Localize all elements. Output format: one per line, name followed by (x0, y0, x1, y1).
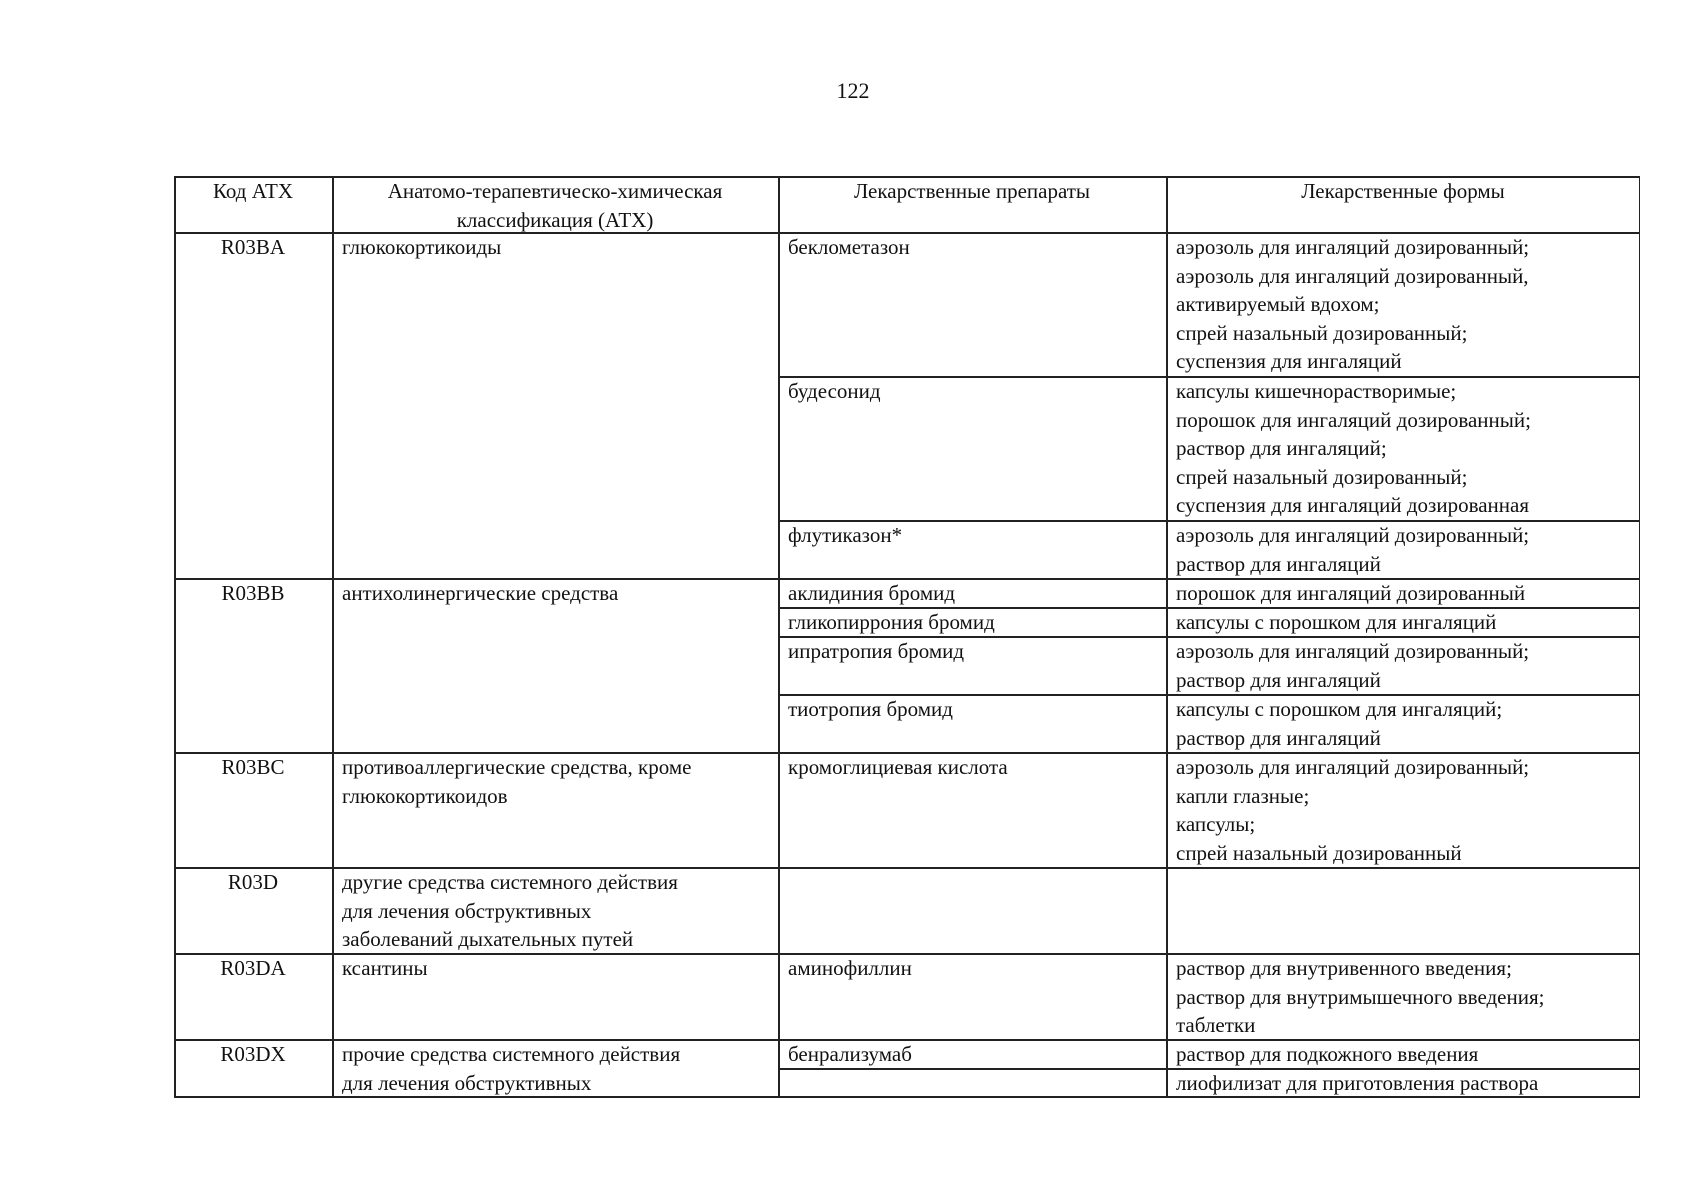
atc-code (174, 520, 332, 578)
table-rule (174, 176, 1640, 178)
dosage-forms (1166, 694, 1640, 752)
dosage-forms-line: раствор для внутривенного введения; (1176, 956, 1512, 980)
table-rule (1166, 176, 1168, 1096)
atc-classification (332, 752, 778, 867)
dosage-forms (1166, 232, 1640, 376)
dosage-forms-line: аэрозоль для ингаляций дозированный; (1176, 235, 1530, 259)
dosage-forms-line: капсулы с порошком для ингаляций; (1176, 697, 1503, 721)
atc-code: R03BA (220, 235, 286, 259)
dosage-forms (1166, 636, 1640, 694)
dosage-forms (1166, 867, 1640, 953)
dosage-forms-line: аэрозоль для ингаляций дозированный; (1176, 639, 1530, 663)
header-forms: Лекарственные формы (1301, 179, 1505, 203)
atc-classification-line: ксантины (342, 956, 428, 980)
atc-code: R03D (227, 870, 279, 894)
dosage-forms-line: суспензия для ингаляций дозированная (1176, 493, 1530, 517)
drug-name (778, 867, 1166, 953)
atc-code: R03DX (220, 1042, 286, 1066)
atc-code: R03BB (221, 581, 285, 605)
dosage-forms-line: раствор для ингаляций (1176, 667, 1381, 692)
atc-classification (332, 694, 778, 752)
atc-code (174, 607, 332, 636)
atc-classification-line: другие средства системного действия (342, 870, 678, 894)
drug-name: флутиказон* (788, 523, 903, 547)
drug-name: беклометазон (788, 235, 910, 259)
atc-classification (332, 867, 778, 953)
dosage-forms-line: активируемый вдохом; (1176, 292, 1380, 316)
atc-classification (332, 953, 778, 1039)
drug-name: ипратропия бромид (788, 639, 965, 663)
atc-classification-line: заболеваний дыхательных путей (342, 927, 634, 951)
dosage-forms-line: аэрозоль для ингаляций дозированный; (1176, 523, 1530, 547)
dosage-forms-line: аэрозоль для ингаляций дозированный; (1176, 755, 1530, 779)
dosage-forms-line: капсулы; (1176, 812, 1256, 836)
atc-classification (332, 232, 778, 376)
table-rule (174, 1096, 1640, 1098)
dosage-forms-line: капсулы кишечнорастворимые; (1176, 379, 1457, 403)
atc-classification-line: противоаллергические средства, кроме (342, 755, 692, 779)
dosage-forms (1166, 1039, 1640, 1068)
drug-name: аминофиллин (788, 956, 912, 980)
dosage-forms-line: спрей назальный дозированный; (1176, 320, 1468, 345)
dosage-forms-line: капсулы с порошком для ингаляций (1176, 610, 1497, 634)
atc-classification (332, 520, 778, 578)
dosage-forms (1166, 1068, 1640, 1096)
atc-table (174, 176, 1640, 1096)
atc-classification (332, 578, 778, 607)
dosage-forms-line: порошок для ингаляций дозированный (1176, 581, 1526, 605)
dosage-forms-line: капли глазные; (1176, 783, 1310, 808)
dosage-forms-line: раствор для внутримышечного введения; (1176, 984, 1545, 1009)
atc-code: R03DA (220, 956, 286, 980)
dosage-forms-line: лиофилизат для приготовления раствора (1176, 1071, 1539, 1095)
atc-code (174, 694, 332, 752)
dosage-forms-line: спрей назальный дозированный (1176, 840, 1462, 865)
header-drugs: Лекарственные препараты (853, 179, 1091, 203)
page-number: 122 (836, 78, 870, 103)
dosage-forms-line: раствор для подкожного введения (1176, 1042, 1479, 1066)
drug-name: будесонид (788, 379, 881, 403)
dosage-forms-line: раствор для ингаляций (1176, 551, 1381, 576)
drug-name: тиотропия бромид (788, 697, 953, 721)
atc-code (174, 636, 332, 694)
atc-code (174, 376, 332, 520)
dosage-forms-line: таблетки (1176, 1013, 1256, 1037)
atc-classification (332, 376, 778, 520)
dosage-forms (1166, 376, 1640, 520)
header-classification: Анатомо-терапевтическо-химическая классификация (АТХ) (387, 179, 723, 232)
drug-name: кромоглициевая кислота (788, 755, 1008, 779)
atc-classification (332, 636, 778, 694)
drug-name: аклидиния бромид (788, 581, 956, 605)
dosage-forms (1166, 953, 1640, 1039)
dosage-forms-line: порошок для ингаляций дозированный; (1176, 407, 1531, 432)
atc-classification-line: для лечения обструктивных (342, 898, 592, 923)
drug-name: гликопиррония бромид (788, 610, 995, 634)
atc-code: R03BC (221, 755, 285, 779)
dosage-forms-line: раствор для ингаляций; (1176, 436, 1387, 460)
table-rule (778, 176, 780, 1096)
atc-classification-line: глюкокортикоидов (342, 783, 508, 808)
header-code: Код АТХ (212, 179, 294, 203)
dosage-forms-line: суспензия для ингаляций (1176, 349, 1402, 373)
dosage-forms-line: спрей назальный дозированный; (1176, 464, 1468, 489)
atc-classification (332, 1068, 778, 1096)
dosage-forms-line: аэрозоль для ингаляций дозированный, (1176, 263, 1529, 288)
table-rule (174, 176, 176, 1096)
dosage-forms (1166, 607, 1640, 636)
atc-classification (332, 1039, 778, 1095)
atc-classification-line: глюкокортикоиды (342, 235, 502, 259)
drug-name: бенрализумаб (788, 1042, 912, 1066)
drug-name (778, 1068, 1166, 1096)
atc-classification-line: антихолинергические средства (342, 581, 619, 605)
table-rule (332, 176, 334, 1096)
atc-classification (332, 607, 778, 636)
dosage-forms (1166, 520, 1640, 578)
table-rule (1639, 176, 1641, 1096)
dosage-forms (1166, 578, 1640, 607)
atc-code (174, 1068, 332, 1096)
atc-classification-line: для лечения обструктивных (342, 1070, 592, 1095)
dosage-forms (1166, 752, 1640, 867)
atc-classification-line: прочие средства системного действия (342, 1042, 681, 1066)
dosage-forms-line: раствор для ингаляций (1176, 725, 1381, 750)
